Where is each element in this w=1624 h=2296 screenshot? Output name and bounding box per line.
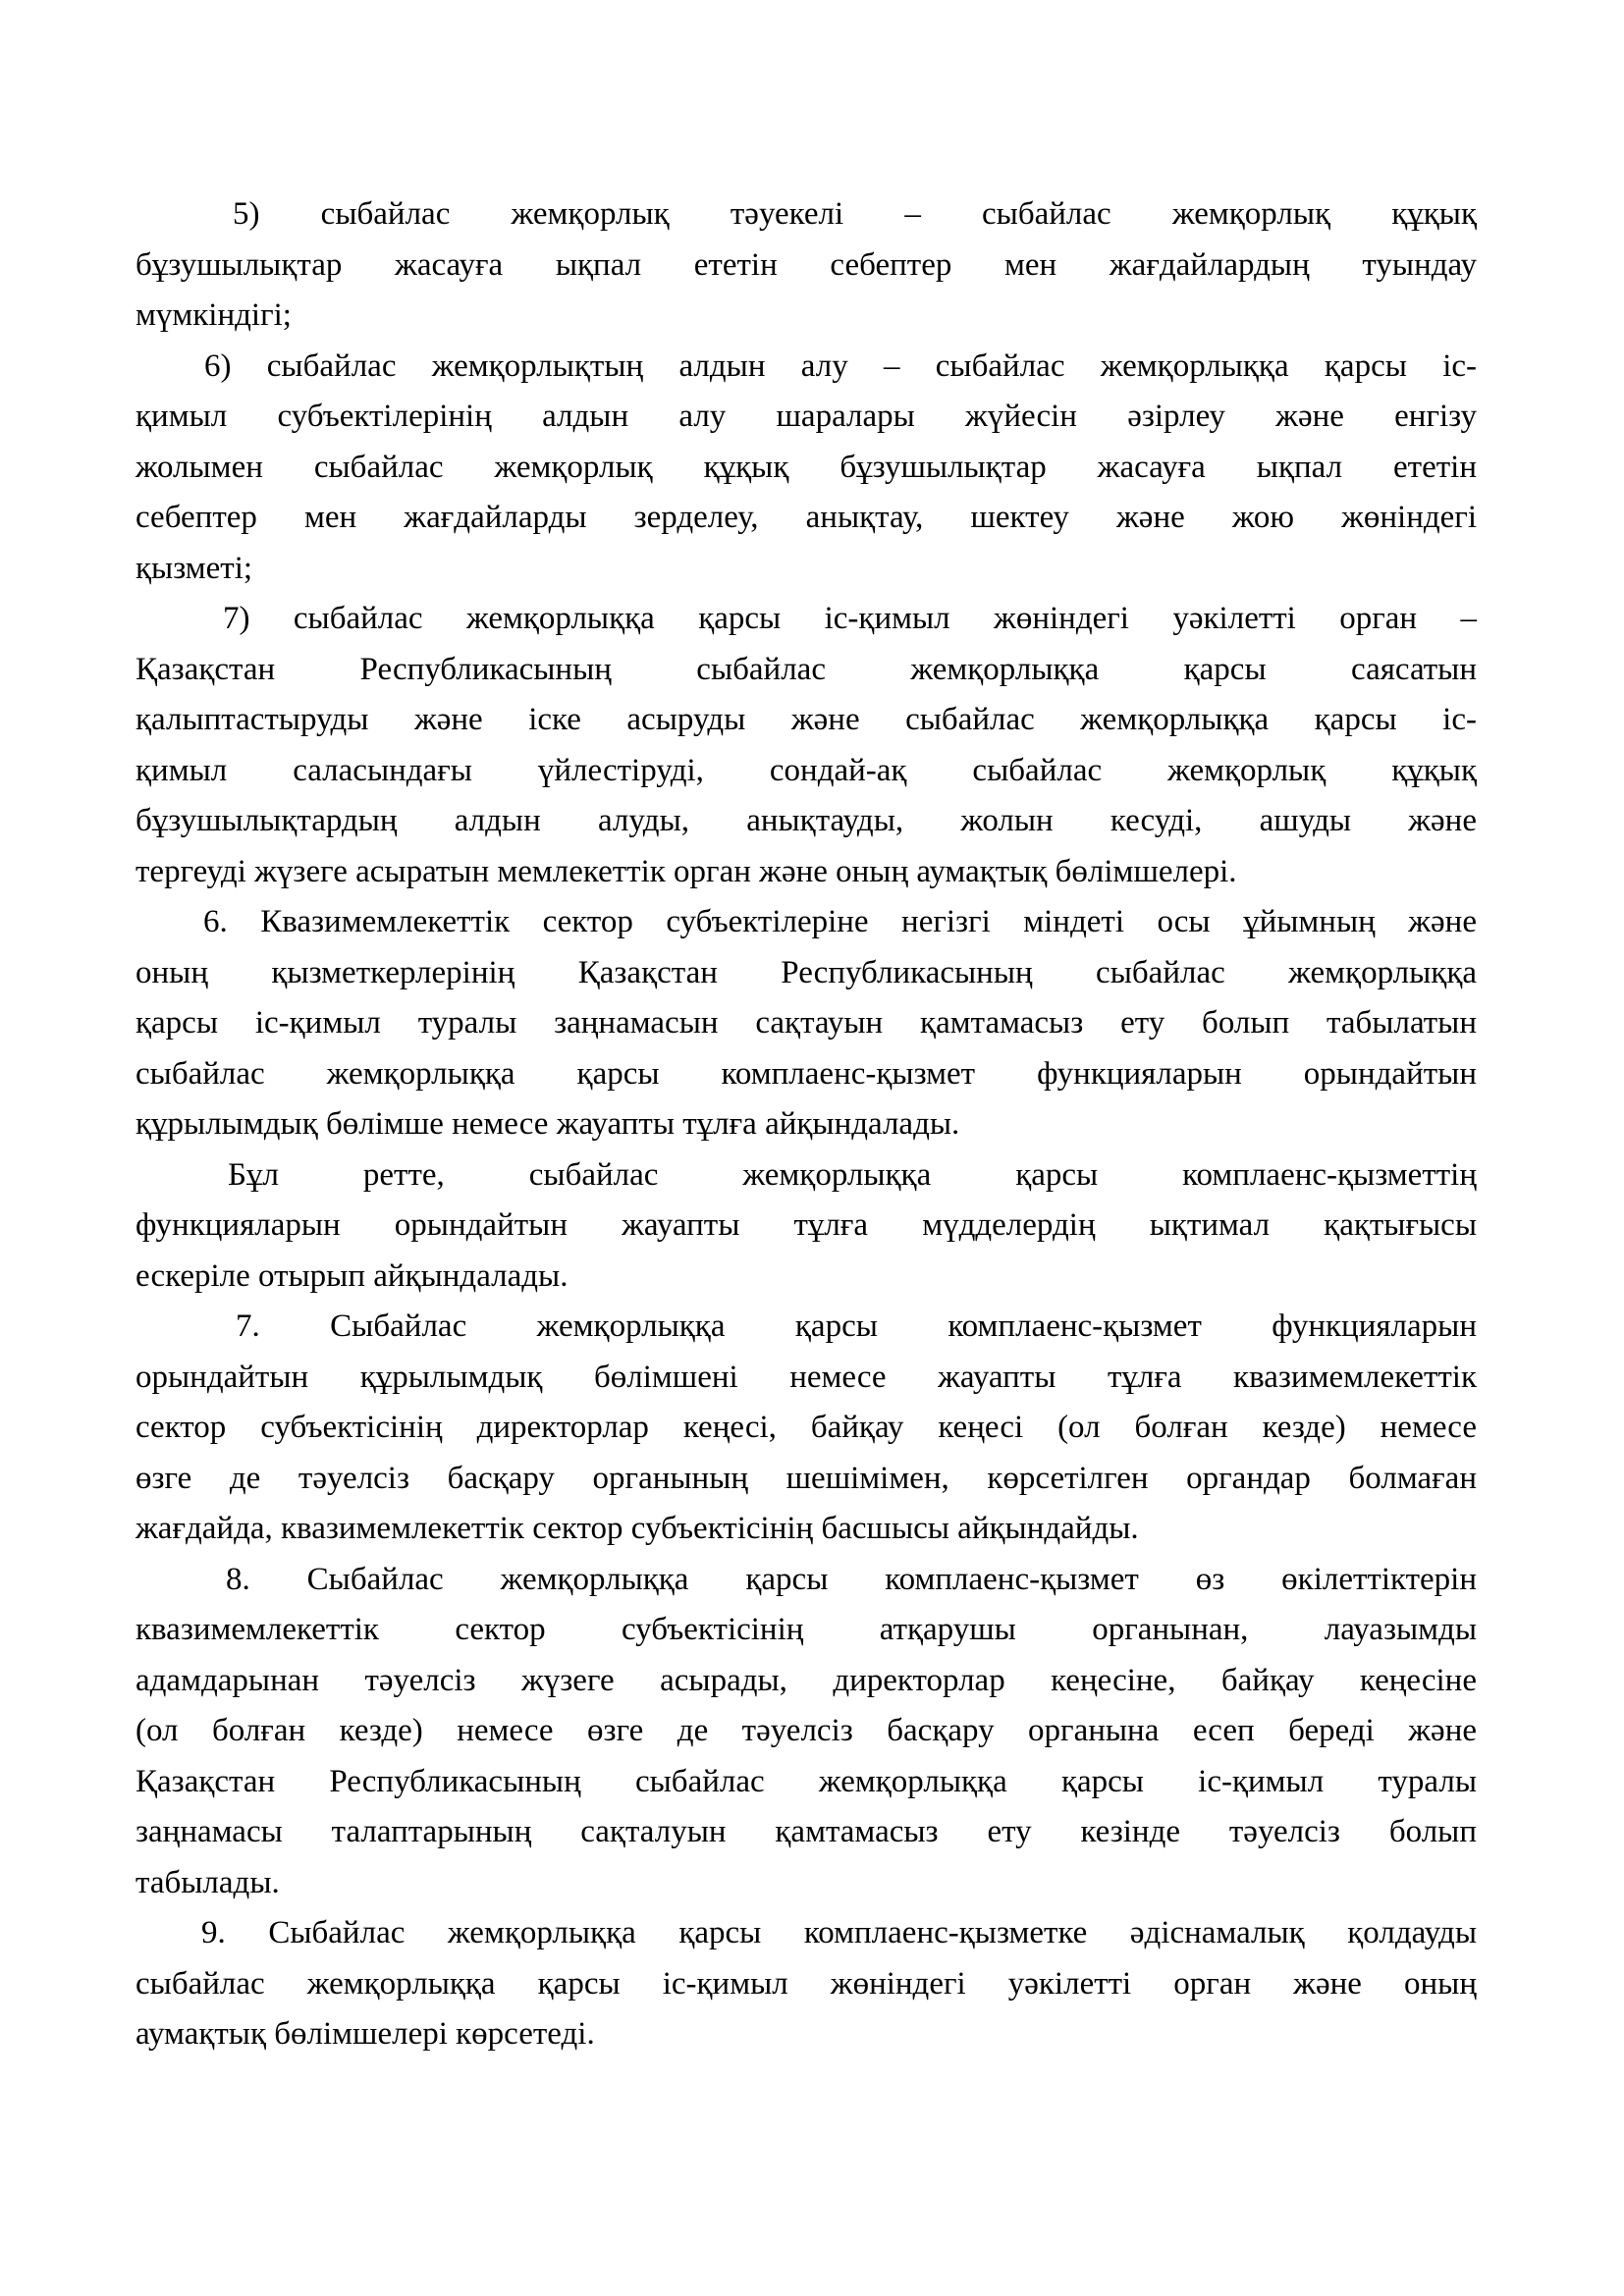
text-line: қалыптастыруды және іске асыруды және сыбайлас жемқорлыққа қарсы іс- [135, 702, 1477, 737]
text-line: заңнамасы талаптарының сақталуын қамтамасыз ету кезінде тәуелсіз болып [135, 1814, 1477, 1849]
paragraph-point-9 [135, 1908, 1477, 2060]
text-line: 8. Сыбайлас жемқорлыққа қарсы комплаенс-қызмет өз өкілеттіктерін [226, 1561, 1477, 1597]
text-line: квазимемлекеттік сектор субъектісінің атқарушы органынан, лауазымды [135, 1612, 1477, 1647]
text-line: құрылымдық бөлімше немесе жауапты тұлға айқындалады. [135, 1106, 960, 1142]
text-line: қызметі; [135, 550, 253, 586]
text-line: қимыл саласындағы үйлестіруді, сондай-ақ сыбайлас жемқорлық құқық [135, 752, 1477, 788]
text-line: 6) сыбайлас жемқорлықтың алдын алу – сыбайлас жемқорлыққа қарсы іс- [204, 347, 1477, 384]
text-line: 6. Квазимемлекеттік сектор субъектілеріне негізгі міндеті осы ұйымның және [203, 904, 1477, 939]
text-line: сыбайлас жемқорлыққа қарсы комплаенс-қызмет функцияларын орындайтын [135, 1055, 1477, 1092]
text-line: тергеуді жүзеге асыратын мемлекеттік орган және оның аумақтық бөлімшелері. [135, 853, 1237, 889]
paragraph-point-6-note [135, 1150, 1477, 1303]
text-line: функцияларын орындайтын жауапты тұлға мүдделердің ықтимал қақтығысы [135, 1207, 1477, 1243]
text-line: себептер мен жағдайларды зерделеу, анықтау, шектеу және жою жөніндегі [135, 500, 1477, 535]
paragraph-point-6 [135, 897, 1477, 1150]
text-line: Бұл ретте, сыбайлас жемқорлыққа қарсы комплаенс-қызметтің [228, 1156, 1477, 1193]
text-line: оның қызметкерлерінің Қазақстан Республикасының сыбайлас жемқорлыққа [135, 954, 1477, 990]
text-line: адамдарынан тәуелсіз жүзеге асырады, директорлар кеңесіне, байқау кеңесіне [135, 1662, 1477, 1698]
paragraph-item-6 [135, 342, 1477, 595]
paragraph-item-7 [135, 594, 1477, 897]
text-line: Қазақстан Республикасының сыбайлас жемқорлыққа қарсы саясатын [135, 651, 1477, 687]
paragraph-point-7 [135, 1302, 1477, 1555]
paragraph-item-5 [135, 189, 1477, 342]
text-line: өзге де тәуелсіз басқару органының шешімімен, көрсетілген органдар болмаған [135, 1460, 1477, 1496]
text-line: сектор субъектісінің директорлар кеңесі, байқау кеңесі (ол болған кезде) немесе [135, 1410, 1477, 1445]
text-line: Қазақстан Республикасының сыбайлас жемқорлыққа қарсы іс-қимыл туралы [135, 1763, 1477, 1799]
text-line: бұзушылықтар жасауға ықпал ететін себептер мен жағдайлардың туындау [135, 246, 1477, 283]
text-line: қимыл субъектілерінің алдын алу шаралары жүйесін әзірлеу және енгізу [135, 399, 1477, 434]
text-line: табылады. [135, 1864, 280, 1900]
text-line: 7. Сыбайлас жемқорлыққа қарсы комплаенс-қызмет функцияларын [236, 1308, 1477, 1344]
paragraph-point-8 [135, 1555, 1477, 1909]
text-line: 5) сыбайлас жемқорлық тәуекелі – сыбайлас жемқорлық құқық [233, 196, 1477, 232]
text-line: жолымен сыбайлас жемқорлық құқық бұзушылықтар жасауға ықпал ететін [135, 449, 1477, 485]
text-line: жағдайда, квазимемлекеттік сектор субъектісінің басшысы айқындайды. [135, 1511, 1139, 1546]
text-line: аумақтық бөлімшелері көрсетеді. [135, 2016, 595, 2052]
text-line: мүмкіндігі; [135, 297, 292, 333]
text-line: (ол болған кезде) немесе өзге де тәуелсіз басқару органына есеп береді және [135, 1713, 1477, 1748]
document-body [135, 189, 1477, 2060]
text-line: ескеріле отырып айқындалады. [135, 1257, 568, 1294]
text-line: 9. Сыбайлас жемқорлыққа қарсы комплаенс-қызметке әдіснамалық қолдауды [201, 1915, 1477, 1950]
text-line: 7) сыбайлас жемқорлыққа қарсы іс-қимыл жөніндегі уәкілетті орган – [223, 601, 1477, 636]
text-line: қарсы іс-қимыл туралы заңнамасын сақтауын қамтамасыз ету болып табылатын [135, 1005, 1477, 1041]
text-line: сыбайлас жемқорлыққа қарсы іс-қимыл жөніндегі уәкілетті орган және оның [135, 1965, 1477, 2002]
text-line: бұзушылықтардың алдын алуды, анықтауды, жолын кесуді, ашуды және [135, 803, 1477, 838]
text-line: орындайтын құрылымдық бөлімшені немесе жауапты тұлға квазимемлекеттік [135, 1359, 1477, 1395]
